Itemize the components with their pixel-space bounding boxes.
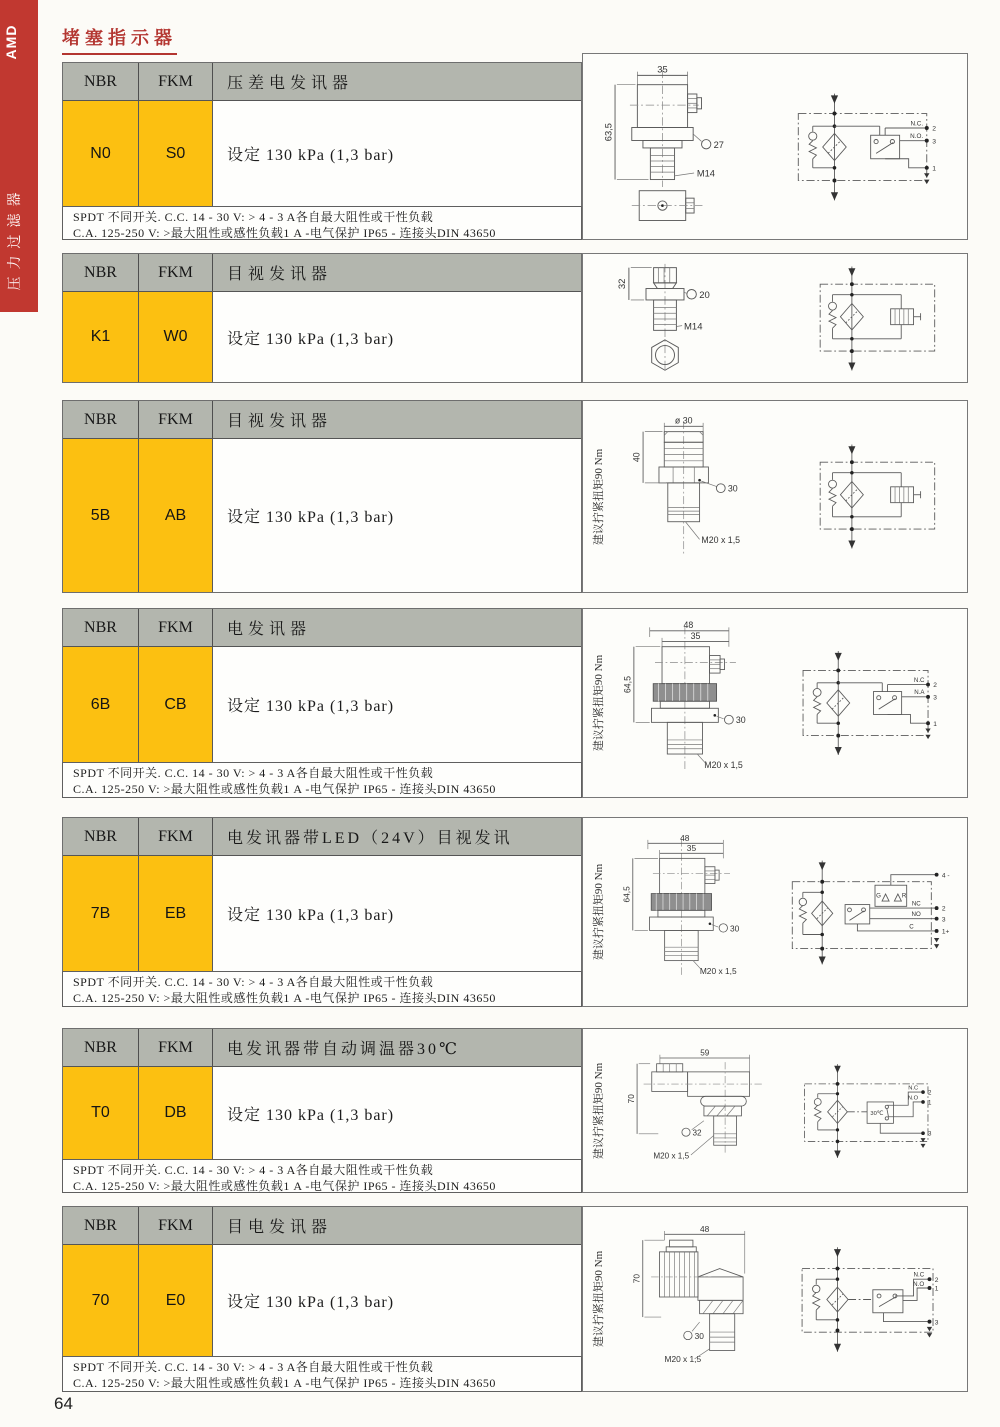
col-header-nbr: NBR bbox=[63, 63, 139, 100]
torque-note: 建议拧紧扭矩90 Nm bbox=[593, 1250, 605, 1348]
table-row bbox=[63, 856, 581, 971]
terminal-number: 1 bbox=[928, 1098, 932, 1106]
note-line-2: C.A. 125-250 V: >最大阻性或感性负载1 A -电气保护 IP65 - 连接头DIN 43650 bbox=[73, 991, 496, 1006]
circuit-diagram bbox=[795, 1243, 963, 1356]
note-line-2: C.A. 125-250 V: >最大阻性或感性负载1 A -电气保护 IP65 - 连接头DIN 43650 bbox=[73, 1376, 496, 1391]
category-label: 压力过滤器 bbox=[8, 185, 23, 291]
terminal-label: N.C bbox=[908, 1085, 919, 1092]
terminal-number: 3 bbox=[941, 915, 946, 923]
col-header-nbr: NBR bbox=[63, 254, 139, 291]
section-5b-ab bbox=[62, 400, 968, 593]
dim-label: 64,5 bbox=[621, 886, 632, 903]
thread-label: M20 x 1,5 bbox=[664, 1353, 702, 1364]
device-drawing bbox=[611, 414, 797, 580]
col-header-type: 目视发讯器 bbox=[227, 413, 333, 430]
col-header-type: 目电发讯器 bbox=[227, 1219, 333, 1236]
section-k1-w0 bbox=[62, 253, 968, 383]
torque-note: 建议拧紧扭矩90 Nm bbox=[593, 448, 605, 545]
dim-label: 35 bbox=[657, 64, 668, 75]
terminal-number: 2 bbox=[933, 682, 937, 690]
section-6b-cb bbox=[62, 608, 968, 798]
spec-table bbox=[62, 62, 582, 240]
terminal-label: N.C bbox=[913, 676, 925, 684]
hex-size-label: 30 bbox=[694, 1330, 704, 1341]
fkm-code: E0 bbox=[139, 1245, 213, 1356]
spec-table bbox=[62, 817, 582, 1007]
spec-table bbox=[62, 400, 582, 593]
col-header-nbr: NBR bbox=[63, 1029, 139, 1066]
drawing-panel bbox=[582, 53, 968, 240]
terminal-number: 3 bbox=[932, 137, 936, 145]
electrical-note bbox=[62, 1159, 582, 1193]
fkm-code: DB bbox=[139, 1067, 213, 1159]
dim-label: 35 bbox=[690, 630, 701, 641]
table-header bbox=[63, 401, 581, 439]
thread-label: M14 bbox=[684, 321, 703, 333]
dim-label: 70 bbox=[626, 1093, 636, 1103]
terminal-number: 2 bbox=[934, 1276, 939, 1284]
dim-label: 63,5 bbox=[603, 122, 614, 141]
circuit-diagram bbox=[796, 646, 963, 760]
drawing-panel bbox=[582, 400, 968, 593]
hex-size-label: 30 bbox=[735, 715, 746, 726]
thread-label: M14 bbox=[696, 168, 715, 179]
col-header-nbr: NBR bbox=[63, 401, 139, 438]
fkm-code: AB bbox=[139, 439, 213, 592]
fkm-code: W0 bbox=[139, 292, 213, 382]
dim-label: 70 bbox=[631, 1273, 642, 1283]
nbr-code: T0 bbox=[63, 1067, 139, 1159]
terminal-label: C bbox=[909, 922, 914, 930]
terminal-label: N.A bbox=[914, 689, 925, 697]
col-header-fkm: FKM bbox=[139, 1029, 213, 1066]
page-title: 堵塞指示器 bbox=[62, 24, 177, 55]
terminal-label: N.C. bbox=[910, 119, 924, 127]
note-line-2: C.A. 125-250 V: >最大阻性或感性负载1 A -电气保护 IP65 - 连接头DIN 43650 bbox=[73, 226, 496, 241]
table-row bbox=[63, 101, 581, 206]
table-header bbox=[63, 63, 581, 101]
hex-size-label: 30 bbox=[727, 483, 738, 494]
thread-label: M20 x 1,5 bbox=[699, 966, 737, 977]
setting-value: 设定 130 kPa (1,3 bar) bbox=[213, 292, 581, 382]
note-line-1: SPDT 不同开关. C.C. 14 - 30 V: > 4 - 3 A各自最大阻性或干性负载 bbox=[73, 1163, 434, 1177]
terminal-number: 2 bbox=[928, 1089, 932, 1097]
col-header-nbr: NBR bbox=[63, 609, 139, 646]
section-t0-db bbox=[62, 1028, 968, 1193]
device-drawing bbox=[611, 619, 796, 787]
fkm-code: S0 bbox=[139, 101, 213, 206]
col-header-fkm: FKM bbox=[139, 63, 213, 100]
dim-label: 32 bbox=[617, 278, 629, 290]
led-label: G bbox=[876, 892, 881, 900]
drawing-panel bbox=[582, 1206, 968, 1392]
col-header-fkm: FKM bbox=[139, 254, 213, 291]
setting-value: 设定 130 kPa (1,3 bar) bbox=[213, 439, 581, 592]
col-header-type: 电发讯器 bbox=[227, 621, 312, 638]
torque-note: 建议拧紧扭矩90 Nm bbox=[593, 1062, 605, 1159]
device-drawing bbox=[611, 1046, 798, 1176]
terminal-number: 3 bbox=[933, 694, 937, 702]
terminal-number: 3 bbox=[928, 1130, 932, 1138]
terminal-number: 1 bbox=[933, 720, 937, 728]
circuit-diagram bbox=[813, 441, 963, 552]
hex-size-label: 30 bbox=[730, 923, 740, 934]
dim-label: 48 bbox=[683, 620, 694, 631]
circuit-diagram bbox=[791, 90, 963, 204]
terminal-number: 1+ bbox=[941, 928, 950, 936]
note-line-2: C.A. 125-250 V: >最大阻性或感性负载1 A -电气保护 IP65 - 连接头DIN 43650 bbox=[73, 782, 496, 797]
note-line-1: SPDT 不同开关. C.C. 14 - 30 V: > 4 - 3 A各自最大阻性或干性负载 bbox=[73, 210, 434, 224]
setting-value: 设定 130 kPa (1,3 bar) bbox=[213, 1067, 581, 1159]
electrical-note bbox=[62, 971, 582, 1007]
dim-label: 48 bbox=[680, 832, 690, 843]
nbr-code: 5B bbox=[63, 439, 139, 592]
col-header-type: 电发讯器带LED（24V）目视发讯 bbox=[227, 830, 513, 847]
torque-note: 建议拧紧扭矩90 Nm bbox=[593, 863, 605, 961]
drawing-panel bbox=[582, 817, 968, 1007]
table-row bbox=[63, 1067, 581, 1159]
col-header-type: 目视发讯器 bbox=[227, 266, 333, 283]
torque-note: 建议拧紧扭矩90 Nm bbox=[593, 654, 605, 752]
col-header-type: 电发讯器带自动调温器30℃ bbox=[227, 1041, 460, 1058]
terminal-label: NC bbox=[911, 899, 921, 907]
col-header-fkm: FKM bbox=[139, 401, 213, 438]
terminal-number: 1 bbox=[932, 165, 936, 173]
nbr-code: 7B bbox=[63, 856, 139, 971]
page-number: 64 bbox=[54, 1394, 73, 1413]
terminal-number: 2 bbox=[941, 905, 946, 913]
col-header-nbr: NBR bbox=[63, 1207, 139, 1244]
led-label: R bbox=[901, 892, 907, 900]
table-header bbox=[63, 1029, 581, 1067]
setting-value: 设定 130 kPa (1,3 bar) bbox=[213, 856, 581, 971]
setting-value: 设定 130 kPa (1,3 bar) bbox=[213, 101, 581, 206]
section-n0-s0 bbox=[62, 62, 968, 240]
sidebar-tab bbox=[0, 0, 38, 312]
dim-label: 48 bbox=[699, 1223, 710, 1234]
col-header-fkm: FKM bbox=[139, 609, 213, 646]
electrical-note bbox=[62, 1356, 582, 1392]
note-line-1: SPDT 不同开关. C.C. 14 - 30 V: > 4 - 3 A各自最大阻性或干性负载 bbox=[73, 1360, 434, 1374]
fkm-code: CB bbox=[139, 647, 213, 762]
spec-table bbox=[62, 608, 582, 798]
device-drawing bbox=[589, 258, 779, 378]
hex-size-label: 20 bbox=[699, 290, 710, 302]
note-line-2: C.A. 125-250 V: >最大阻性或感性负载1 A -电气保护 IP65 - 连接头DIN 43650 bbox=[73, 1179, 496, 1194]
electrical-note bbox=[62, 206, 582, 240]
section-70-e0 bbox=[62, 1206, 968, 1392]
dim-label: 59 bbox=[700, 1048, 710, 1058]
col-header-nbr: NBR bbox=[63, 818, 139, 855]
col-header-fkm: FKM bbox=[139, 1207, 213, 1244]
dim-label: 40 bbox=[631, 451, 642, 462]
thermostat-label: 30℃ bbox=[870, 1110, 884, 1117]
hex-size-label: 32 bbox=[692, 1127, 702, 1137]
terminal-number: 4 - bbox=[941, 871, 950, 879]
nbr-code: 70 bbox=[63, 1245, 139, 1356]
table-row bbox=[63, 292, 581, 382]
thread-label: M20 x 1,5 bbox=[704, 760, 743, 771]
drawing-panel bbox=[582, 253, 968, 383]
thread-label: M20 x 1,5 bbox=[701, 534, 741, 545]
drawing-panel bbox=[582, 1028, 968, 1193]
terminal-number: 2 bbox=[932, 125, 936, 133]
electrical-note bbox=[62, 762, 582, 798]
terminal-number: 1 bbox=[934, 1285, 939, 1293]
table-header bbox=[63, 254, 581, 292]
setting-value: 设定 130 kPa (1,3 bar) bbox=[213, 1245, 581, 1356]
terminal-label: N.O bbox=[908, 1094, 919, 1101]
hex-size-label: 27 bbox=[713, 139, 724, 150]
terminal-label: N.O bbox=[913, 1280, 925, 1288]
spec-table bbox=[62, 253, 582, 383]
terminal-number: 3 bbox=[934, 1318, 939, 1326]
table-header bbox=[63, 609, 581, 647]
section-7b-eb bbox=[62, 817, 968, 1007]
table-header bbox=[63, 818, 581, 856]
table-row bbox=[63, 439, 581, 592]
note-line-1: SPDT 不同开关. C.C. 14 - 30 V: > 4 - 3 A各自最大阻性或干性负载 bbox=[73, 766, 434, 780]
setting-value: 设定 130 kPa (1,3 bar) bbox=[213, 647, 581, 762]
dim-label: ø 30 bbox=[674, 415, 693, 426]
dim-label: 35 bbox=[686, 842, 697, 853]
table-header bbox=[63, 1207, 581, 1245]
note-line-1: SPDT 不同开关. C.C. 14 - 30 V: > 4 - 3 A各自最大阻性或干性负载 bbox=[73, 975, 434, 989]
circuit-diagram bbox=[813, 263, 963, 374]
device-drawing bbox=[611, 832, 787, 992]
brand-label: AMD bbox=[3, 24, 19, 60]
col-header-fkm: FKM bbox=[139, 818, 213, 855]
col-header-type: 压差电发讯器 bbox=[227, 75, 354, 92]
fkm-code: EB bbox=[139, 856, 213, 971]
nbr-code: N0 bbox=[63, 101, 139, 206]
thread-label: M20 x 1,5 bbox=[653, 1150, 690, 1160]
spec-table bbox=[62, 1028, 582, 1193]
circuit-diagram bbox=[787, 856, 963, 969]
terminal-label: N.O. bbox=[910, 132, 924, 140]
terminal-label: NO bbox=[911, 910, 921, 918]
terminal-label: N.C bbox=[913, 1270, 925, 1278]
spec-table bbox=[62, 1206, 582, 1392]
circuit-diagram bbox=[798, 1057, 963, 1165]
device-drawing bbox=[611, 1224, 795, 1375]
nbr-code: 6B bbox=[63, 647, 139, 762]
table-row bbox=[63, 647, 581, 762]
dim-label: 64,5 bbox=[622, 675, 633, 694]
table-row bbox=[63, 1245, 581, 1356]
nbr-code: K1 bbox=[63, 292, 139, 382]
drawing-panel bbox=[582, 608, 968, 798]
device-drawing bbox=[589, 64, 775, 230]
